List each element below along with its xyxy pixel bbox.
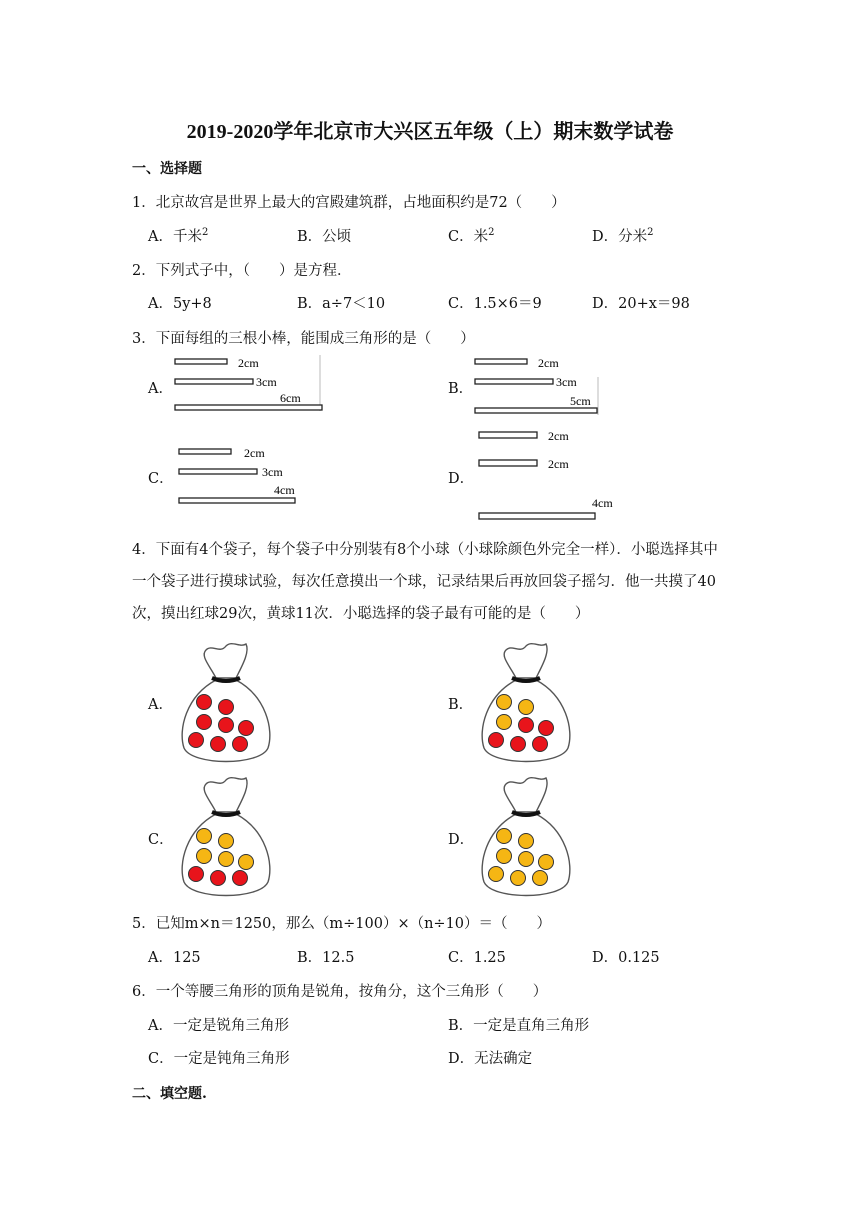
red-ball xyxy=(197,695,212,710)
stick-a-1 xyxy=(175,359,227,364)
stick-a-3-label: 6cm xyxy=(280,391,301,405)
bag-neck xyxy=(504,778,547,812)
yellow-ball xyxy=(239,855,254,870)
yellow-ball xyxy=(519,834,534,849)
stick-d-1-label: 2cm xyxy=(548,429,569,443)
red-ball xyxy=(211,871,226,886)
stick-a-3 xyxy=(175,405,322,410)
red-ball xyxy=(189,733,204,748)
yellow-ball xyxy=(497,715,512,730)
q5-option-c[interactable]: C．1.25 xyxy=(448,950,506,966)
red-ball xyxy=(219,718,234,733)
yellow-ball xyxy=(533,871,548,886)
bag-neck xyxy=(504,644,547,678)
question-1: 1．北京故宫是世界上最大的宫殿建筑群，占地面积约是72（ ） xyxy=(132,195,566,211)
question-6: 6．一个等腰三角形的顶角是锐角，按角分，这个三角形（ ） xyxy=(132,984,548,1000)
q1-option-b[interactable]: B．公顷 xyxy=(297,229,352,245)
q2-option-c[interactable]: C．1.5×6＝9 xyxy=(448,296,542,312)
red-ball xyxy=(489,733,504,748)
yellow-ball xyxy=(489,867,504,882)
stick-a-2-label: 3cm xyxy=(256,375,277,389)
q3-option-d[interactable]: D． xyxy=(448,471,475,487)
stick-c-2 xyxy=(179,469,257,474)
q4-option-a[interactable]: A． xyxy=(148,697,173,713)
question-4: 4．下面有4个袋子，每个袋子中分别装有8个小球（小球除颜色外完全一样）．小聪选择其中一个袋子进行摸球试验，每次任意摸出一个球，记录结果后再放回袋子摇匀．他一共摸了40次，摸出红球29次，黄球11次．小聪选择的袋子最有可能的是（ ） xyxy=(132,542,718,622)
yellow-ball xyxy=(519,852,534,867)
q1-option-d[interactable]: D．分米$^2$ xyxy=(592,227,654,245)
yellow-ball xyxy=(497,829,512,844)
q6-option-b[interactable]: B．一定是直角三角形 xyxy=(448,1018,590,1034)
q3-sticks-b xyxy=(470,355,610,417)
section-heading-choice: 一、选择题 xyxy=(132,161,202,177)
red-ball xyxy=(519,718,534,733)
question-3: 3．下面每组的三根小棒，能围成三角形的是（ ） xyxy=(132,331,475,347)
red-ball xyxy=(239,721,254,736)
bag-neck xyxy=(204,778,247,812)
q5-option-a[interactable]: A．125 xyxy=(148,950,201,966)
yellow-ball xyxy=(197,829,212,844)
q1-option-a[interactable]: A．千米$^2$ xyxy=(148,227,209,245)
stick-b-1-label: 2cm xyxy=(538,356,559,370)
stick-c-1-label: 2cm xyxy=(244,446,265,460)
section-heading-fill: 二、填空题. xyxy=(132,1086,207,1102)
red-ball xyxy=(539,721,554,736)
red-ball xyxy=(233,871,248,886)
q4-bag-b xyxy=(476,640,576,768)
stick-d-2-label: 2cm xyxy=(548,457,569,471)
q6-option-d[interactable]: D．无法确定 xyxy=(448,1051,533,1067)
page-title: 2019-2020学年北京市大兴区五年级（上）期末数学试卷 xyxy=(186,121,674,143)
q3-sticks-c xyxy=(174,444,304,510)
red-ball xyxy=(233,737,248,752)
stick-b-3-label: 5cm xyxy=(570,394,591,408)
stick-a-1-label: 2cm xyxy=(238,356,259,370)
q6-option-a[interactable]: A．一定是锐角三角形 xyxy=(148,1018,289,1034)
yellow-ball xyxy=(497,849,512,864)
stick-b-1 xyxy=(475,359,527,364)
stick-d-1 xyxy=(479,432,537,438)
stick-b-3 xyxy=(475,408,597,413)
yellow-ball xyxy=(219,834,234,849)
q3-option-c[interactable]: C． xyxy=(148,471,174,487)
q4-bag-d xyxy=(476,774,576,902)
red-ball xyxy=(211,737,226,752)
q3-option-a[interactable]: A． xyxy=(148,381,173,397)
yellow-ball xyxy=(511,871,526,886)
bag-neck xyxy=(204,644,247,678)
q3-sticks-a xyxy=(170,355,330,415)
stick-d-3 xyxy=(479,513,595,519)
yellow-ball xyxy=(197,849,212,864)
stick-c-3-label: 4cm xyxy=(274,483,295,497)
red-ball xyxy=(197,715,212,730)
q2-option-d[interactable]: D．20+x＝98 xyxy=(592,296,690,312)
question-2: 2．下列式子中，（ ）是方程． xyxy=(132,263,352,279)
q1-option-c[interactable]: C．米$^2$ xyxy=(448,227,495,245)
q6-option-c[interactable]: C．一定是钝角三角形 xyxy=(148,1051,290,1067)
q5-option-d[interactable]: D．0.125 xyxy=(592,950,660,966)
q2-option-b[interactable]: B．a÷7＜10 xyxy=(297,296,386,312)
stick-d-3-label: 4cm xyxy=(592,496,613,510)
q3-option-b[interactable]: B． xyxy=(448,381,474,397)
red-ball xyxy=(189,867,204,882)
q4-bag-a xyxy=(176,640,276,768)
yellow-ball xyxy=(539,855,554,870)
q3-sticks-d xyxy=(474,424,634,524)
red-ball xyxy=(511,737,526,752)
q4-option-d[interactable]: D． xyxy=(448,832,475,848)
stick-d-2 xyxy=(479,460,537,466)
yellow-ball xyxy=(519,700,534,715)
stick-c-1 xyxy=(179,449,231,454)
q4-option-b[interactable]: B． xyxy=(448,697,474,713)
yellow-ball xyxy=(497,695,512,710)
red-ball xyxy=(533,737,548,752)
stick-b-2-label: 3cm xyxy=(556,375,577,389)
q2-option-a[interactable]: A．5y+8 xyxy=(148,296,212,312)
stick-a-2 xyxy=(175,379,253,384)
stick-c-3 xyxy=(179,498,295,503)
q5-option-b[interactable]: B．12.5 xyxy=(297,950,355,966)
yellow-ball xyxy=(219,852,234,867)
stick-c-2-label: 3cm xyxy=(262,465,283,479)
red-ball xyxy=(219,700,234,715)
q4-option-c[interactable]: C． xyxy=(148,832,174,848)
question-5: 5．已知m×n＝1250，那么（m÷100）×（n÷10）＝（ ） xyxy=(132,916,552,932)
q4-bag-c xyxy=(176,774,276,902)
stick-b-2 xyxy=(475,379,553,384)
